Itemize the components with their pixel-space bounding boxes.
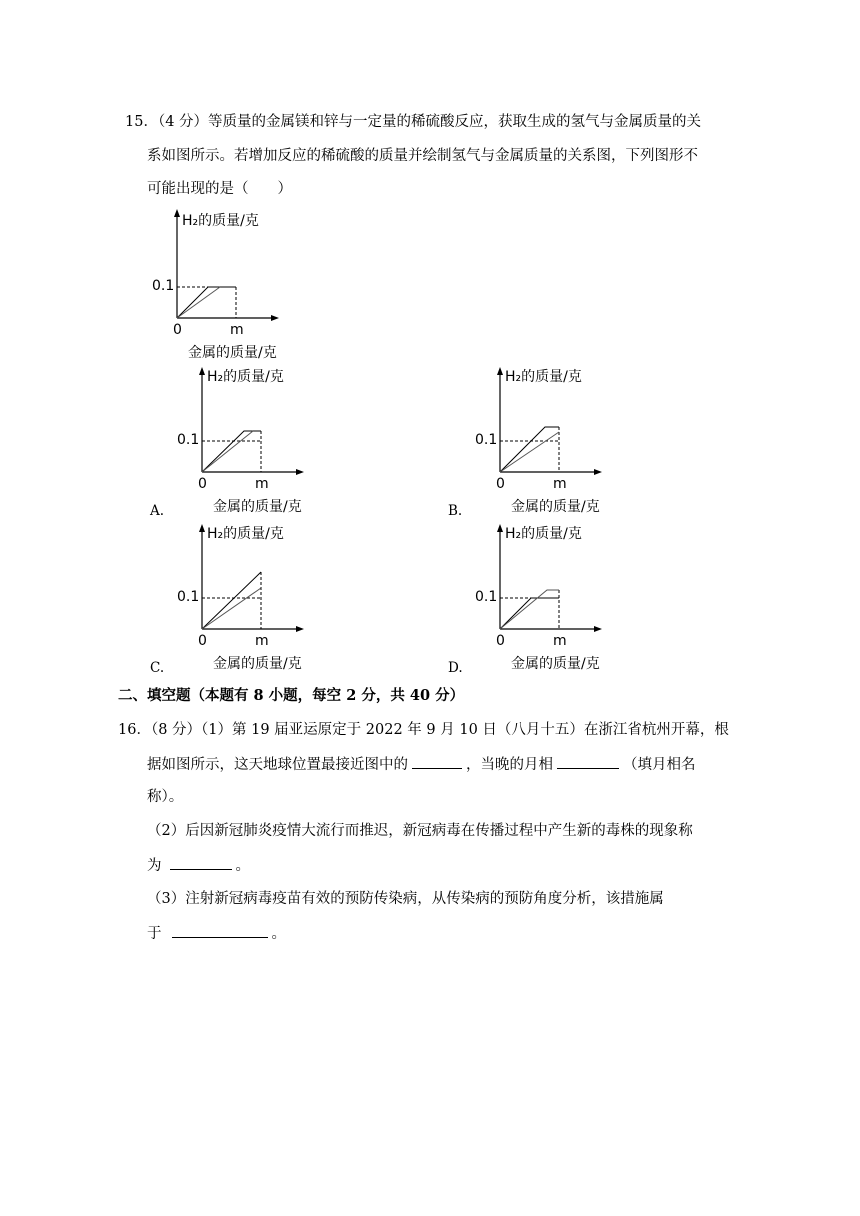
q16-line2	[147, 754, 696, 775]
option-b-graph[interactable]	[473, 364, 613, 516]
option-d-origin: 0	[496, 633, 505, 649]
q16-blank-mutation[interactable]	[170, 855, 232, 870]
q16-line7-part1: 于	[147, 926, 162, 942]
main-graph-ylabel: H₂的质量/克	[182, 213, 259, 229]
main-graph-plot	[150, 206, 290, 336]
option-d-ylabel: H₂的质量/克	[505, 526, 582, 542]
option-b-plot	[473, 364, 613, 494]
option-a-ytick: 0.1	[177, 432, 200, 448]
main-graph	[150, 206, 290, 361]
option-c-origin: 0	[198, 633, 207, 649]
q16-blank-earth-position[interactable]	[412, 754, 462, 769]
q16-line2-part2: ，当晚的月相	[466, 757, 553, 773]
option-a-xlabel: 金属的质量/克	[213, 499, 302, 515]
option-d-graph[interactable]	[473, 521, 613, 673]
option-b-ylabel: H₂的质量/克	[505, 369, 582, 385]
q16-line3: 称）。	[147, 789, 184, 805]
option-a-ylabel: H₂的质量/克	[207, 369, 284, 385]
main-graph-xtick: m	[230, 322, 244, 338]
option-b-origin: 0	[496, 476, 505, 492]
option-c-ylabel: H₂的质量/克	[207, 526, 284, 542]
q16-line1: 16．（8 分）（1）第 19 届亚运原定于 2022 年 9 月 10 日（八月十五）在浙江省杭州开幕，根	[118, 722, 729, 738]
option-c-ytick: 0.1	[177, 589, 200, 605]
q16-line2-part3: （填月相名	[623, 757, 696, 773]
q16-blank-moon-phase[interactable]	[557, 754, 619, 769]
option-c-label[interactable]: C.	[150, 660, 165, 676]
q16-line5	[147, 855, 250, 876]
option-d-plot	[473, 521, 613, 651]
option-a-xtick: m	[255, 476, 269, 492]
q15-line1: 15．（4 分）等质量的金属镁和锌与一定量的稀硫酸反应，获取生成的氢气与金属质量的关	[125, 114, 702, 130]
option-b-xlabel: 金属的质量/克	[511, 499, 600, 515]
option-a-graph[interactable]	[175, 364, 315, 516]
option-b-xtick: m	[553, 476, 567, 492]
option-c-xtick: m	[255, 633, 269, 649]
option-c-graph[interactable]	[175, 521, 315, 673]
q15-line2: 系如图所示。若增加反应的稀硫酸的质量并绘制氢气与金属质量的关系图，下列图形不	[147, 148, 698, 164]
q16-blank-prevention-measure[interactable]	[172, 923, 268, 938]
option-a-plot	[175, 364, 315, 494]
option-c-plot	[175, 521, 315, 651]
option-b-label[interactable]: B.	[448, 503, 463, 519]
option-d-xlabel: 金属的质量/克	[511, 656, 600, 672]
q16-line4: （2）后因新冠肺炎疫情大流行而推迟，新冠病毒在传播过程中产生新的毒株的现象称	[147, 823, 693, 839]
main-graph-origin: 0	[173, 322, 182, 338]
main-graph-ytick: 0.1	[152, 278, 175, 294]
q16-line7	[147, 923, 286, 944]
option-d-label[interactable]: D.	[448, 660, 463, 676]
section-2-title: 二、填空题（本题有 8 小题，每空 2 分，共 40 分）	[118, 687, 465, 704]
q16-line5-part2: 。	[235, 858, 250, 874]
option-d-ytick: 0.1	[475, 589, 498, 605]
option-a-label[interactable]: A.	[150, 503, 165, 519]
q15-line3: 可能出现的是（ ）	[147, 181, 292, 197]
q16-line7-part2: 。	[271, 926, 286, 942]
q16-line6: （3）注射新冠病毒疫苗有效的预防传染病，从传染病的预防角度分析，该措施属	[147, 891, 664, 907]
option-d-xtick: m	[553, 633, 567, 649]
main-graph-xlabel: 金属的质量/克	[188, 345, 277, 361]
q16-line2-part1: 据如图所示，这天地球位置最接近图中的	[147, 757, 408, 773]
option-b-ytick: 0.1	[475, 432, 498, 448]
option-c-xlabel: 金属的质量/克	[213, 656, 302, 672]
q16-line5-part1: 为	[147, 858, 162, 874]
option-a-origin: 0	[198, 476, 207, 492]
